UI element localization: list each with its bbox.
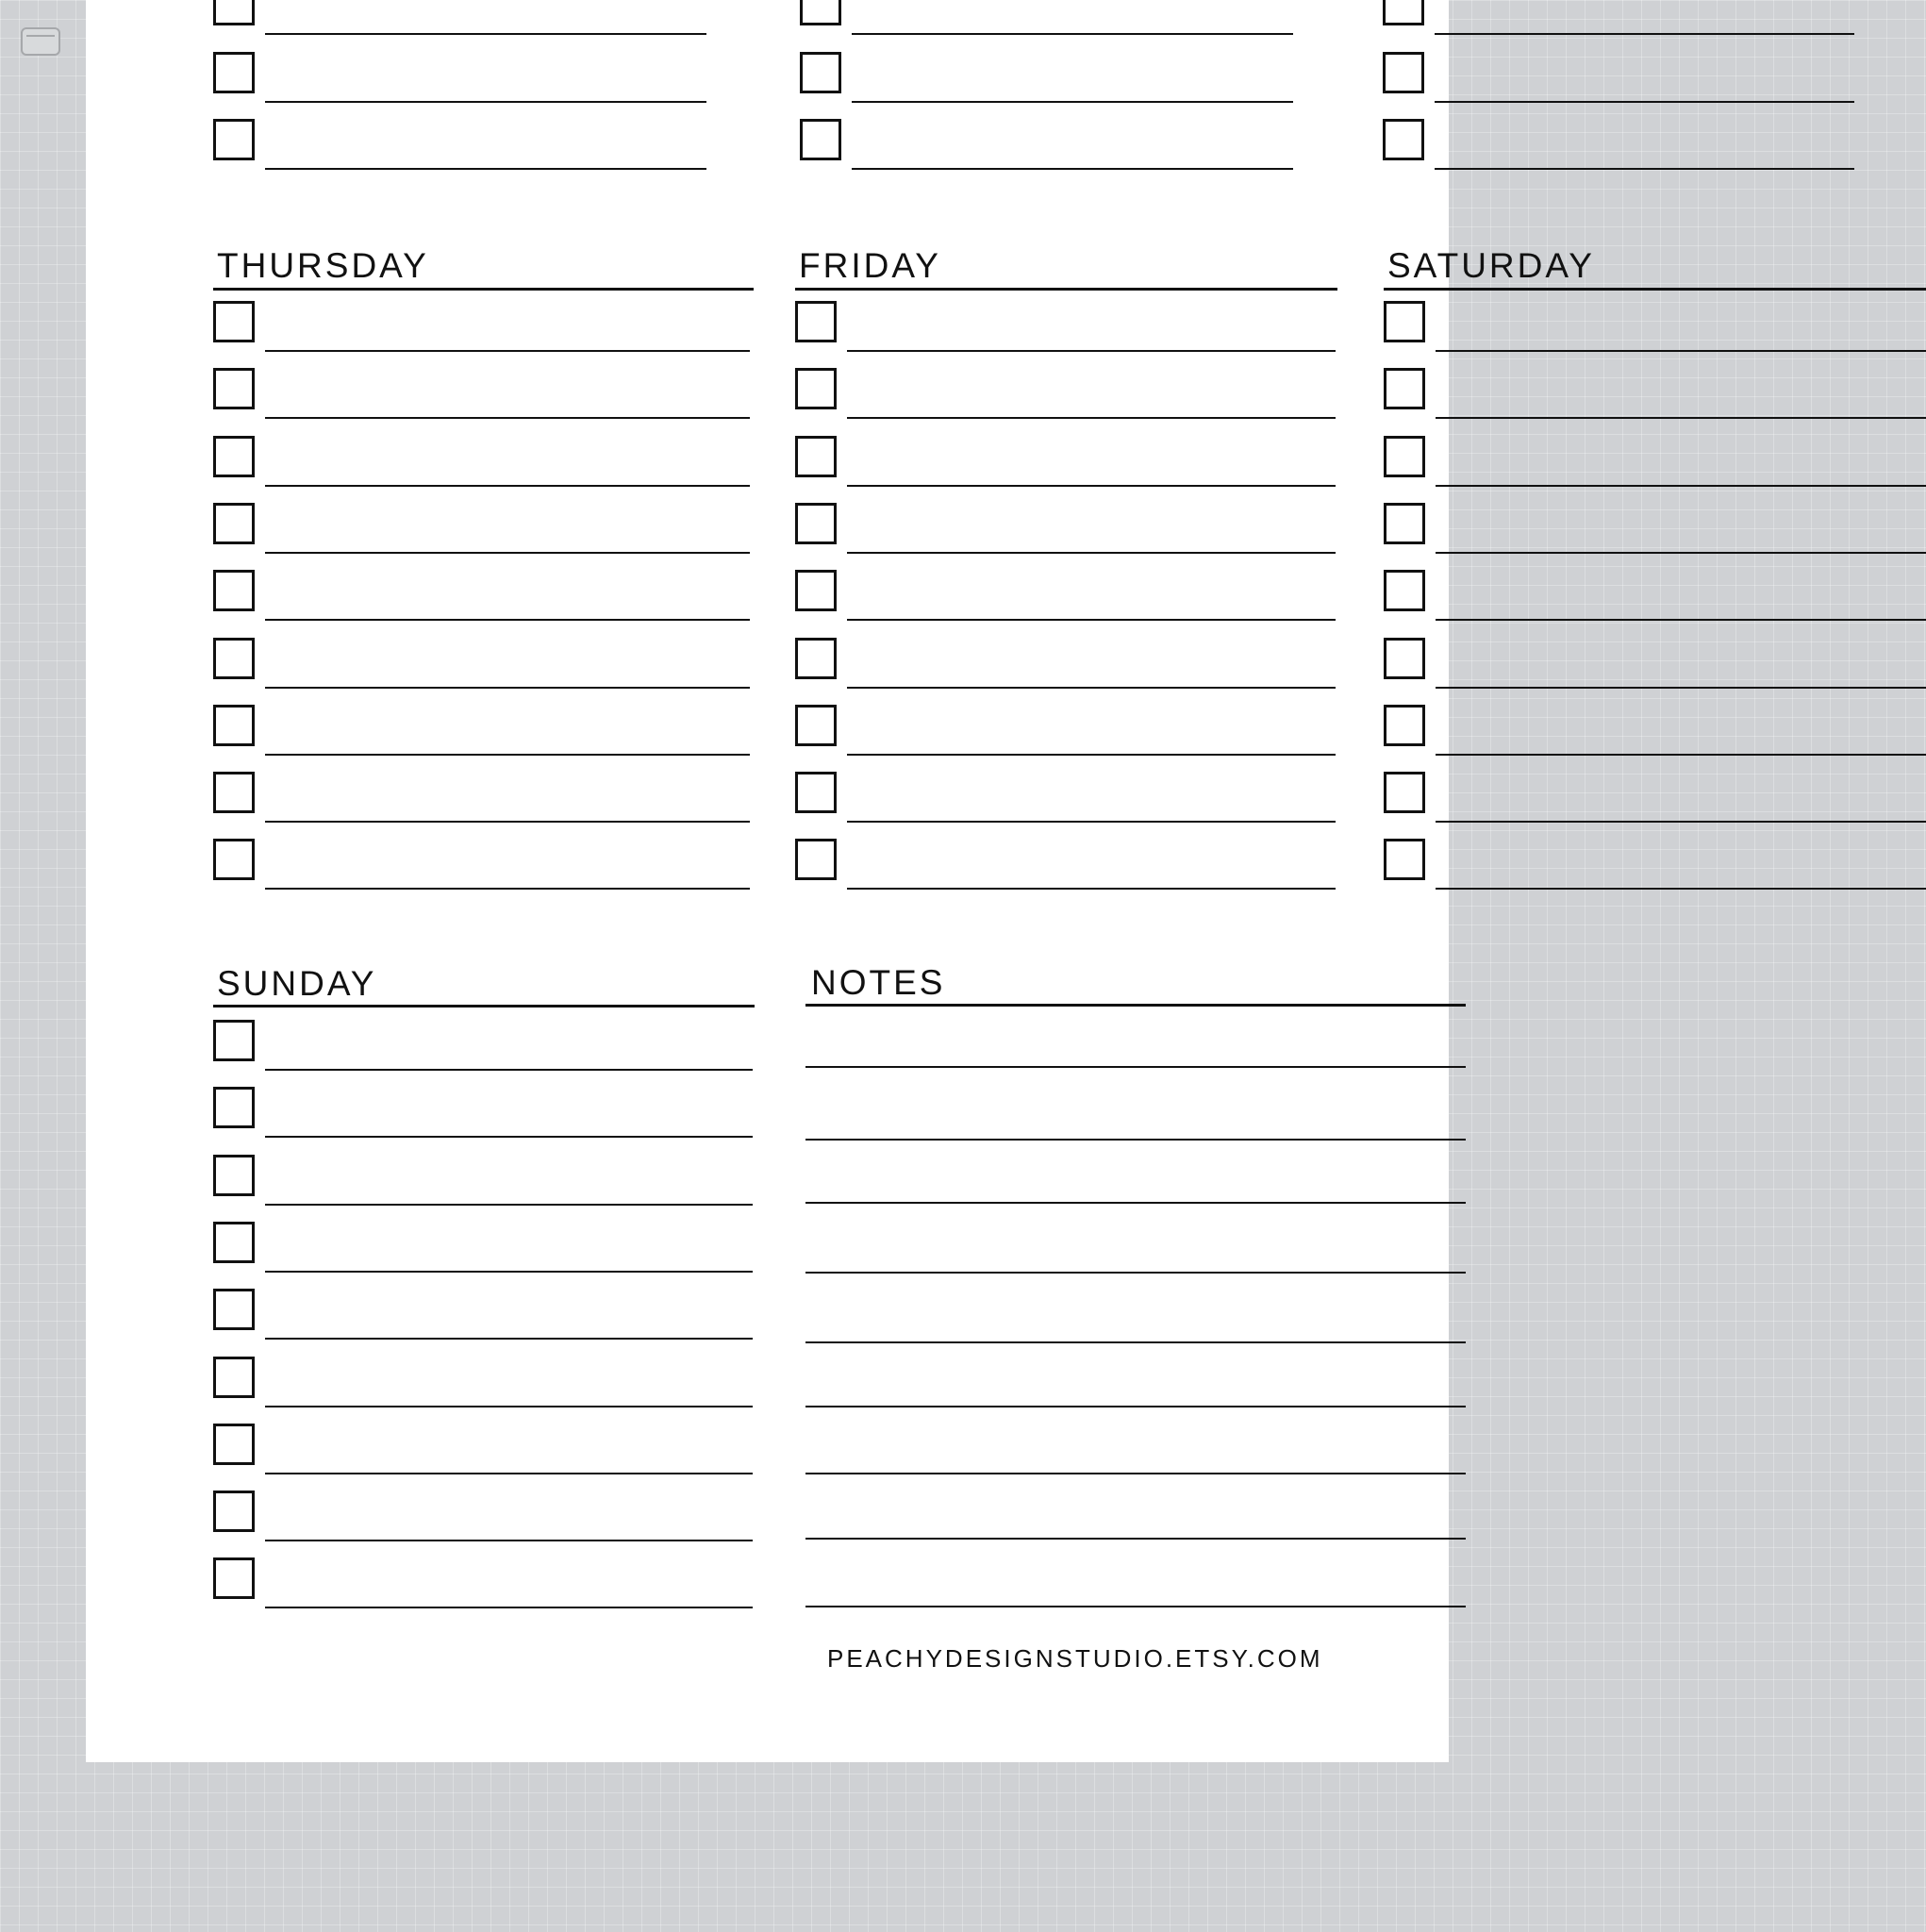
checkbox[interactable]: [795, 772, 837, 813]
writing-line[interactable]: [265, 552, 750, 554]
writing-line[interactable]: [1435, 168, 1854, 170]
checklist-row: [1384, 839, 1926, 906]
writing-line[interactable]: [265, 1473, 753, 1474]
checklist-row: [213, 52, 836, 119]
checklist-row: [213, 705, 754, 772]
checkbox[interactable]: [213, 705, 255, 746]
checkbox[interactable]: [213, 119, 255, 160]
notes-title: NOTES: [811, 963, 946, 1002]
writing-line[interactable]: [265, 619, 750, 621]
checklist-row: [213, 638, 754, 705]
checkbox[interactable]: [795, 638, 837, 679]
notes-line[interactable]: [805, 1202, 1466, 1204]
sidebar-toggle-icon[interactable]: [21, 27, 60, 56]
checkbox[interactable]: [1384, 368, 1425, 409]
checkbox[interactable]: [795, 570, 837, 611]
footer-website: PEACHYDESIGNSTUDIO.ETSY.COM: [827, 1644, 1323, 1673]
checkbox[interactable]: [213, 1289, 255, 1330]
checklist-row: [213, 1087, 755, 1154]
writing-line[interactable]: [847, 687, 1336, 689]
writing-line[interactable]: [1436, 417, 1926, 419]
checklist-row: [800, 0, 1422, 51]
checklist-row: [1384, 436, 1926, 503]
notes-line[interactable]: [805, 1341, 1466, 1343]
writing-line[interactable]: [265, 1271, 753, 1273]
checkbox[interactable]: [213, 1491, 255, 1532]
checkbox[interactable]: [1384, 705, 1425, 746]
checklist-row: [213, 368, 754, 435]
checkbox[interactable]: [213, 0, 255, 25]
checkbox[interactable]: [1384, 503, 1425, 544]
checkbox[interactable]: [795, 368, 837, 409]
checklist-row: [1384, 503, 1926, 570]
notes-line[interactable]: [805, 1139, 1466, 1141]
planner-page: [86, 0, 1595, 1762]
checkbox[interactable]: [795, 301, 837, 342]
notes-line[interactable]: [805, 1538, 1466, 1540]
writing-line[interactable]: [847, 888, 1336, 890]
checklist-row: [795, 368, 1337, 435]
writing-line[interactable]: [265, 350, 750, 352]
checkbox[interactable]: [213, 1087, 255, 1128]
checklist-row: [800, 52, 1422, 119]
notes-line[interactable]: [805, 1406, 1466, 1407]
writing-line[interactable]: [852, 168, 1293, 170]
checkbox[interactable]: [213, 570, 255, 611]
writing-line[interactable]: [265, 101, 706, 103]
checkbox[interactable]: [1384, 301, 1425, 342]
checklist-row: [795, 436, 1337, 503]
checkbox[interactable]: [213, 839, 255, 880]
checklist-row: [213, 839, 754, 906]
checklist-row: [213, 436, 754, 503]
writing-line[interactable]: [852, 33, 1293, 35]
checklist-row: [213, 1424, 755, 1491]
checklist-row: [213, 1020, 755, 1087]
checklist-row: [1383, 52, 1854, 119]
writing-line[interactable]: [265, 417, 750, 419]
checklist-row: [795, 503, 1337, 570]
checklist-row: [213, 1289, 755, 1356]
saturday-title: SATURDAY: [1387, 246, 1595, 285]
sunday-title: SUNDAY: [217, 964, 377, 1003]
thursday-title: THURSDAY: [217, 246, 429, 285]
writing-line[interactable]: [265, 33, 706, 35]
writing-line[interactable]: [847, 350, 1336, 352]
friday-title: FRIDAY: [799, 246, 941, 285]
notes-section: [805, 964, 1466, 1624]
checkbox[interactable]: [213, 52, 255, 93]
writing-line[interactable]: [1436, 687, 1926, 689]
writing-line[interactable]: [1435, 33, 1854, 35]
writing-line[interactable]: [1435, 101, 1854, 103]
writing-line[interactable]: [1436, 888, 1926, 890]
notes-line[interactable]: [805, 1473, 1466, 1474]
checkbox[interactable]: [800, 0, 841, 25]
checkbox[interactable]: [1383, 119, 1424, 160]
checklist-row: [1383, 0, 1854, 51]
writing-line[interactable]: [265, 1406, 753, 1407]
checklist-row: [213, 1491, 755, 1557]
checklist-row: [795, 301, 1337, 368]
checkbox[interactable]: [1384, 570, 1425, 611]
checklist-row: [1384, 570, 1926, 637]
checkbox[interactable]: [213, 1557, 255, 1599]
checklist-row: [1384, 368, 1926, 435]
writing-line[interactable]: [265, 1338, 753, 1340]
checkbox[interactable]: [213, 638, 255, 679]
checklist-row: [1384, 638, 1926, 705]
title-underline: [1384, 288, 1926, 291]
checklist-row: [213, 1222, 755, 1289]
writing-line[interactable]: [265, 1136, 753, 1138]
checkbox[interactable]: [1384, 839, 1425, 880]
title-underline: [795, 288, 1337, 291]
checklist-row: [1383, 119, 1854, 186]
checkbox[interactable]: [213, 1020, 255, 1061]
checkbox[interactable]: [213, 772, 255, 813]
writing-line[interactable]: [847, 754, 1336, 756]
checkbox[interactable]: [213, 301, 255, 342]
writing-line[interactable]: [1436, 821, 1926, 823]
writing-line[interactable]: [1436, 619, 1926, 621]
checkbox[interactable]: [1383, 0, 1424, 25]
notes-line[interactable]: [805, 1272, 1466, 1274]
checkbox[interactable]: [1384, 638, 1425, 679]
checkbox[interactable]: [795, 503, 837, 544]
writing-line[interactable]: [847, 821, 1336, 823]
writing-line[interactable]: [265, 1204, 753, 1206]
writing-line[interactable]: [847, 619, 1336, 621]
writing-line[interactable]: [852, 101, 1293, 103]
writing-line[interactable]: [265, 168, 706, 170]
writing-line[interactable]: [265, 1540, 753, 1541]
checklist-row: [1384, 301, 1926, 368]
checkbox[interactable]: [213, 503, 255, 544]
title-underline: [213, 1005, 755, 1008]
checkbox[interactable]: [795, 436, 837, 477]
checklist-row: [213, 772, 754, 839]
checklist-row: [213, 1357, 755, 1424]
checkbox[interactable]: [800, 52, 841, 93]
checklist-row: [795, 638, 1337, 705]
checkbox[interactable]: [213, 1424, 255, 1465]
checkbox[interactable]: [1383, 52, 1424, 93]
writing-line[interactable]: [847, 552, 1336, 554]
writing-line[interactable]: [1436, 350, 1926, 352]
writing-line[interactable]: [1436, 485, 1926, 487]
writing-line[interactable]: [265, 485, 750, 487]
checkbox[interactable]: [213, 1222, 255, 1263]
writing-line[interactable]: [265, 1069, 753, 1071]
checklist-row: [213, 503, 754, 570]
checkbox[interactable]: [213, 368, 255, 409]
checklist-row: [1384, 772, 1926, 839]
checklist-row: [213, 1155, 755, 1222]
checklist-row: [213, 301, 754, 368]
writing-line[interactable]: [265, 888, 750, 890]
writing-line[interactable]: [847, 417, 1336, 419]
notes-line[interactable]: [805, 1066, 1466, 1068]
checklist-row: [795, 570, 1337, 637]
checkbox[interactable]: [213, 1155, 255, 1196]
title-underline: [805, 1004, 1466, 1007]
checklist-row: [1384, 705, 1926, 772]
title-underline: [213, 288, 754, 291]
checkbox[interactable]: [213, 436, 255, 477]
checklist-row: [213, 119, 836, 186]
checklist-row: [795, 772, 1337, 839]
writing-line[interactable]: [265, 754, 750, 756]
checkbox[interactable]: [800, 119, 841, 160]
checkbox[interactable]: [795, 705, 837, 746]
checklist-row: [213, 1557, 755, 1624]
checkbox[interactable]: [1384, 436, 1425, 477]
checklist-row: [795, 705, 1337, 772]
writing-line[interactable]: [1436, 754, 1926, 756]
checklist-row: [800, 119, 1422, 186]
writing-line[interactable]: [1436, 552, 1926, 554]
checkbox[interactable]: [795, 839, 837, 880]
writing-line[interactable]: [847, 485, 1336, 487]
checkbox[interactable]: [1384, 772, 1425, 813]
checklist-row: [213, 570, 754, 637]
checklist-row: [795, 839, 1337, 906]
writing-line[interactable]: [265, 821, 750, 823]
writing-line[interactable]: [265, 1607, 753, 1608]
checkbox[interactable]: [213, 1357, 255, 1398]
checklist-row: [213, 0, 836, 51]
notes-line[interactable]: [805, 1606, 1466, 1607]
writing-line[interactable]: [265, 687, 750, 689]
